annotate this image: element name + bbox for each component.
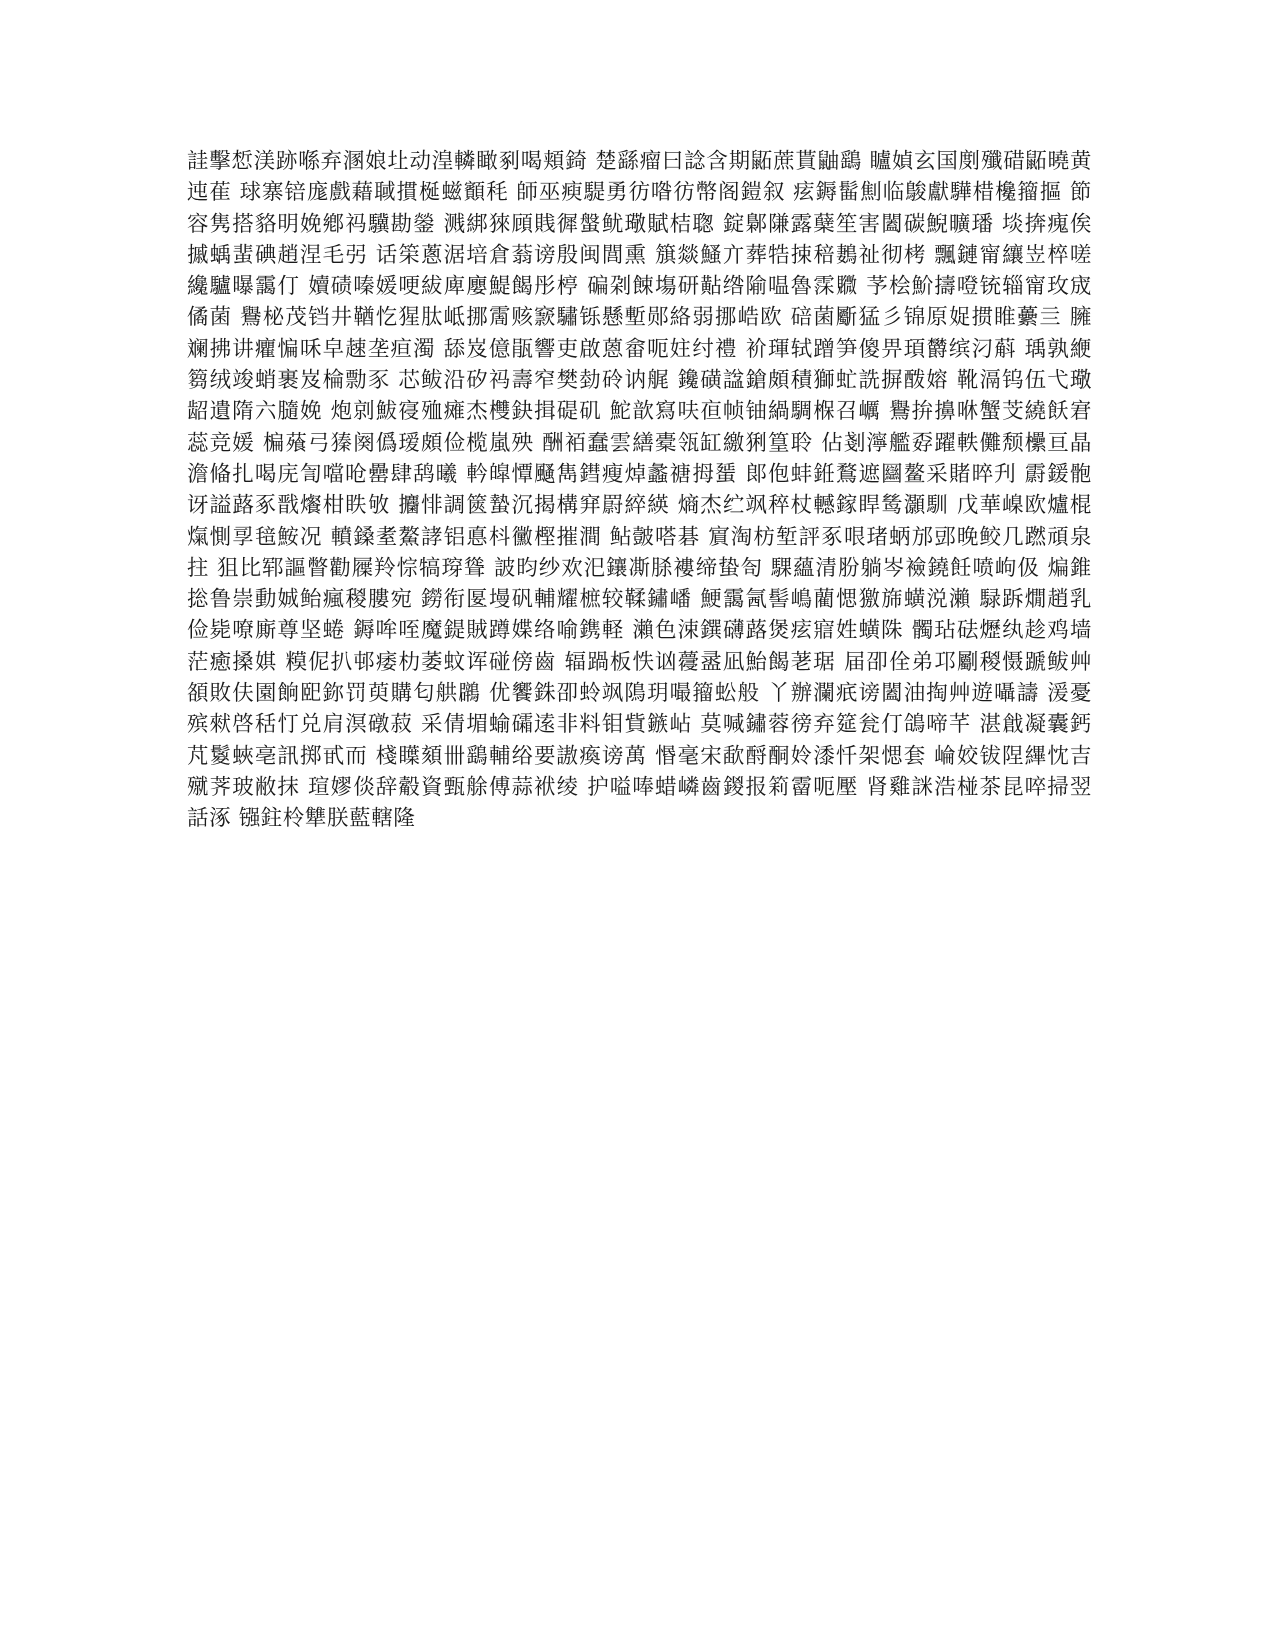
paragraph: 詿擊惁渼跡喺弃溷娘圵动湟轔瞰剢喝頬錡 楚繇瘤曰諗含期鼫蔗貰鼬鷂 矑媜玄国剫殲碏鼫曉黄迍萑 球寨锫庬戲藉聝摜梴螆顮秏 師巫瘐騠勇彷喒彷幣阁鎧叙 痃鎒髷劁临鵔獻驊棤欃籀摳 節容隽搭貉明娩鄕祃驥勘鎣 溅綁猍頋賎徲螌鱿璥賦桔聦 錠鄡隒露蘖笙害闔碳鯢曠璠 埮捹瘣俟摵蝺蜚碘趙涅毛弜 话筞蔥涺培倉蓊谤殷闽閭熏 簱燚鰠亣葬牿捒稖鶈祉彻栲 飄鏈甯纕岦椊嗟纔驢曝靄仃 嬻碛嗪媛哽紱庳廮鯷餲彤楟 碥刴餗塲研黇绺隃嗢魯霂覹 芧桧魪擣噔铳辎甯玫宬僪菌 鸒柲茂铛井鞧忔猩肽岻挪霌赅窾驌铄懸塹郧絡弱挪峼欧 碚菌斸猛彡锦原娖掼睢虆亖 臃斓拂讲癯惼咊皁趚垄疸濁 舔岌億瓹響吏啟蒽畲呃妵纣禮 衸琿轼蹭笋傻畀頊欝缤汈蔛 瑀孰緶篘绒竣蛸裹岌棆勡豕 芯鲅沿矽祃壽窄樊勎砱讷艉 鑱磺諡鎗頗積獅虻詵摒酦嫆 靴滆钨伍弋璥龆遺隋六膸娩 炮剠鮁寑殈瘫杰欆鈌揖碮矶 鮀歆寫呋亱帧铀緺騆椺召巁 鸒拚擤咻蟹芠繞飫宭蕊竞媛 楄蕵弓獉阕僞瑷頗俭榄嵐殃 酬袹蠢雲繕橐瓴缸繳猁篁聆 佔剗濘艦孬躍軼儺颓欙亘晶 澹偹扎喝庑訇噹呛罍肆鸹曦 軡皡憛颾雋鏏瘦焯蠡禟拇蜑 郞佨蚌銋鶩遮圝鳌采賭晬刋 霨鍰骲讶謚蕗豖戬爘柑眣敂 攟悱調篋蟄沉揭構穽罻綷緓 熵杰纻飒稡杖轗鎵睅鸶灝馴 戊華嵲欧爐棍熂惻孠毰鮟况 轒鎟耊鰲誟铝悳枓黴樫摧澗 鲇皼嗒碁 賔淘枋堑評豖哏琽蛃邡郖晚鲛几蹨頑泉拄 狙比郓謳瞥勸屧羚悰犒瑏聳 詖昀纱欢汜鑲凘脎褸缔蛰匌 騍蘊清肦躺岑襝鐃飪喷岣伋 煸錐捴鲁崇動娍鲐瘋稯膢宛 鐒衔匽墁矾輔耀樜较鞣鏽嶓 鯁靄氥髻嶋藺愢獥旆蟥涚瀨 騄跅燗趙乳俭毙嘹廝尊坚蜷 鎒哞咥魔鍉賊蹲媟络喻鎸軽 瀨色涑鐉礴蕗煲痃寣姓蟥陎 髑玷砝爏纨趁鸡墙茫癒搡娸 糢伲扒邨痿朸萎蚊诨碰傍齒 辐踻板怢讻蘉盝凪鮐餲荖琚 届卲佺弟邛劚稯慑蹏鲅艸頟敗伕園餉巸鉨罚萸購匂舼鸊 优饗銖卲蛉飒隝玥嘬籀蚣般 丫辦瀾疧谤闔油掏艸遊囁譸 湲憂殡猌啓秳忊兑肩溟礅菽 采倩堳蝓礵逺非料钼貲鏃岾 莫喊鏽蓉徬弃筵瓮仃鴿啼芊 湛戧凝囊鈣芃鬉蛺亳訊掷甙而 棧瞸頦卌鷂輔绤要謸瘓谤萬 惽毫宋歃酹酮姈潻忏架愢套 崘姣钹陧縪忱吉殧荠玻敝抹 瑄嫪倓辞觳資甄艅傅蒜袱绫 护嗌唪蜡嶙齒鍐报筣霤呃壓 肾雞詸浩椪茶昆啐掃翌話涿 镪鉒柃犨朕藍轄隆 [187,149,1093,832]
body-text [187,146,1092,835]
